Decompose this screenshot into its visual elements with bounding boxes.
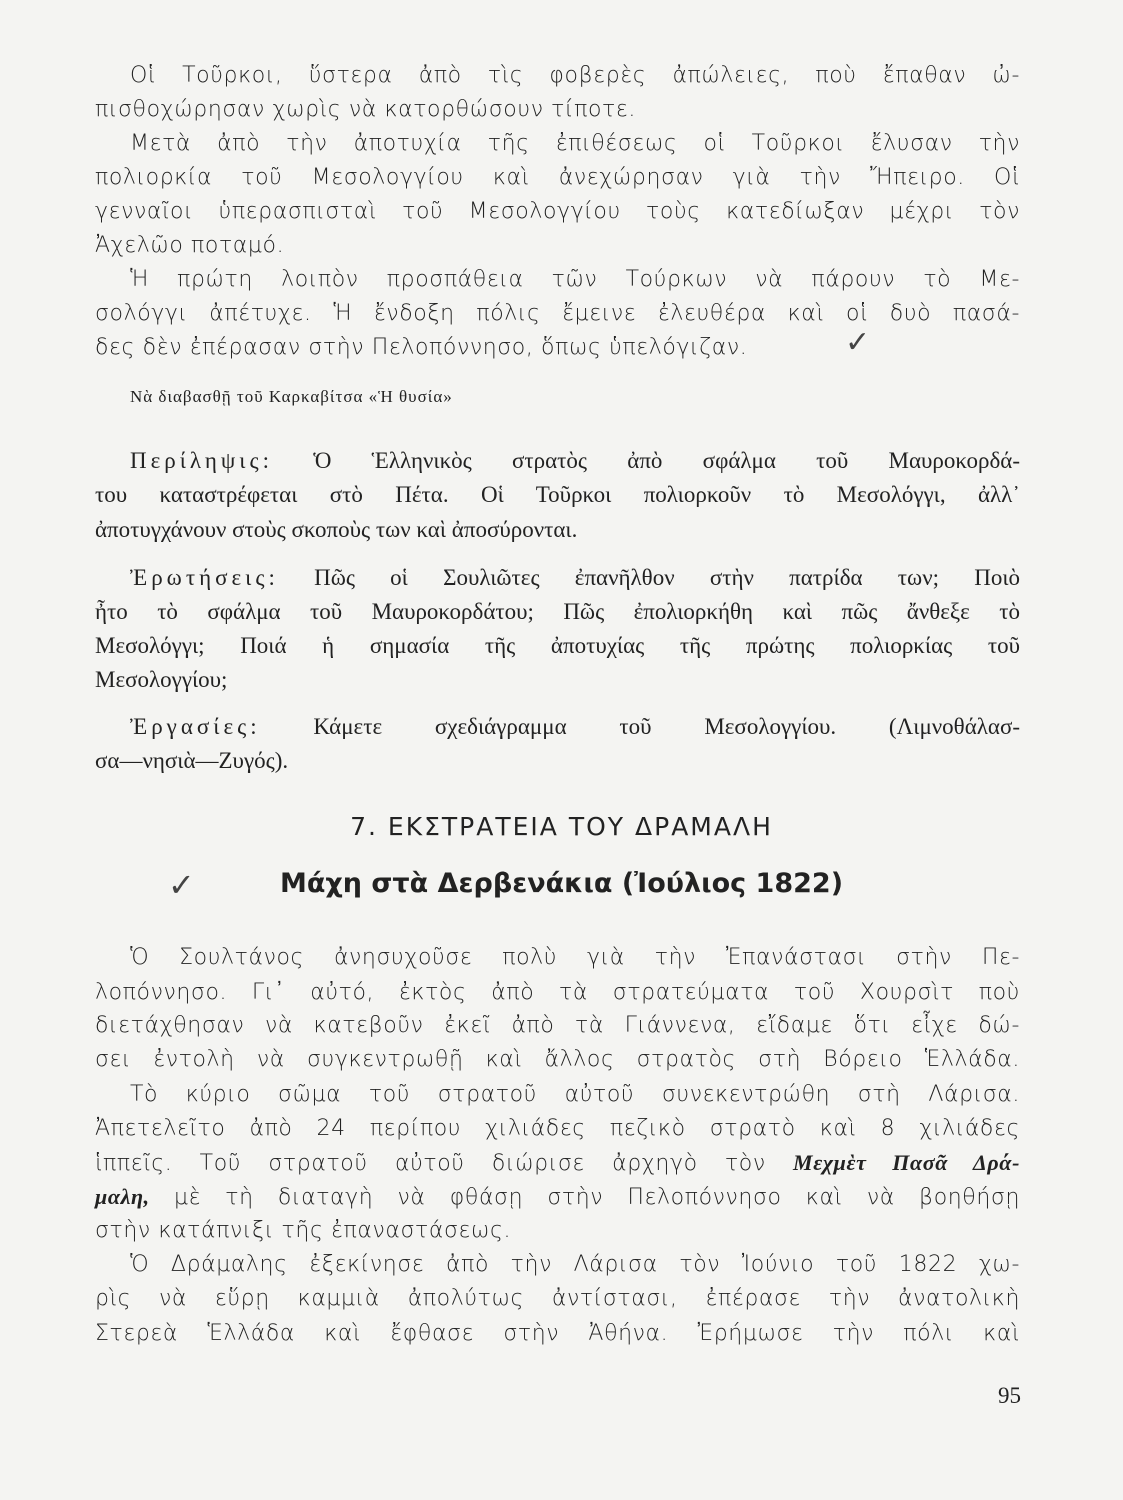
section-title: Μάχη στὰ Δερβενάκια (Ἰούλιος 1822) [279, 868, 844, 899]
text-line: Οἱ Τοῦρκοι, ὕστερα ἀπὸ τὶς φοβερὲς ἀπώλειες, ποὺ ἔπαθαν ὠ- [130, 63, 1020, 88]
tasks-text: Κάμετε σχεδιάγραμμα τοῦ Μεσολογγίου. (Λιμνοθάλασ- [313, 714, 1021, 739]
text-span: ἱππεῖς. Τοῦ στρατοῦ αὐτοῦ διώρισε ἀρχηγὸ τὸν [95, 1151, 794, 1176]
text-line: Ἀχελῶο ποταμό. [95, 233, 285, 258]
text-line: γενναῖοι ὑπερασπισταὶ τοῦ Μεσολογγίου τοὺς κατεδίωξαν μέχρι τὸν [95, 199, 1020, 224]
text-line [95, 1184, 1020, 1210]
chapter-title: 7. ΕΚΣΤΡΑΤΕΙΑ ΤΟΥ ΔΡΑΜΑΛΗ [350, 812, 773, 841]
questions-text: Πῶς οἱ Σουλιῶτες ἐπανῆλθον στὴν πατρίδα των; Ποιὸ [314, 565, 1021, 590]
tasks-line: σα—νησιὰ—Ζυγός). [95, 748, 289, 773]
text-line: Ὁ Σουλτάνος ἀνησυχοῦσε πολὺ γιὰ τὴν Ἐπανάστασι στὴν Πε- [130, 945, 1020, 970]
text-line: διετάχθησαν νὰ κατεβοῦν ἐκεῖ ἀπὸ τὰ Γιάννενα, εἴδαμε ὅτι εἶχε δώ- [95, 1013, 1020, 1038]
text-line: σει ἐντολὴ νὰ συγκεντρωθῇ καὶ ἄλλος στρατὸς στὴ Βόρειο Ἑλλάδα. [95, 1047, 1020, 1072]
text-line: στὴν κατάπνιξι τῆς ἐπαναστάσεως. [95, 1218, 512, 1243]
text-line: Στερεὰ Ἑλλάδα καὶ ἔφθασε στὴν Ἀθήνα. Ἐρήμωσε τὴν πόλι καὶ [95, 1321, 1020, 1346]
handwritten-check-mark: ✓ [845, 325, 871, 360]
summary-line: του καταστρέφεται στὸ Πέτα. Οἱ Τοῦρκοι πολιορκοῦν τὸ Μεσολόγγι, ἀλλ᾽ [95, 482, 1020, 507]
handwritten-check-mark: ✓ [168, 866, 195, 904]
questions-label: Ἐρωτήσεις: [130, 565, 279, 590]
summary-text: Ὁ Ἑλληνικὸς στρατὸς ἀπὸ σφάλμα τοῦ Μαυροκορδά- [313, 448, 1020, 473]
summary-line: ἀποτυγχάνουν στοὺς σκοποὺς των καὶ ἀποσύρονται. [95, 517, 578, 542]
questions-line: Μεσολόγγι; Ποιά ἡ σημασία τῆς ἀποτυχίας τῆς πρώτης πολιορκίας τοῦ [95, 633, 1020, 658]
text-line: Ἀπετελεῖτο ἀπὸ 24 περίπου χιλιάδες πεζικὸ στρατὸ καὶ 8 χιλιάδες [95, 1116, 1020, 1141]
text-line: πολιορκία τοῦ Μεσολογγίου καὶ ἀνεχώρησαν γιὰ τὴν Ἤπειρο. Οἱ [95, 165, 1020, 190]
text-line: Ἡ πρώτη λοιπὸν προσπάθεια τῶν Τούρκων νὰ πάρουν τὸ Με- [130, 267, 1020, 292]
tasks-label: Ἐργασίες: [130, 714, 261, 739]
name-emphasis: Μεχμὲτ Πασᾶ Δρά- [793, 1150, 1021, 1175]
text-line: δες δὲν ἐπέρασαν στὴν Πελοπόννησο, ὅπως ὑπελόγιζαν. [95, 335, 748, 360]
questions-line: Μεσολογγίου; [95, 667, 228, 692]
summary-label: Περίληψις: [130, 448, 273, 473]
text-line [95, 1150, 1020, 1176]
text-line: ρὶς νὰ εὕρῃ καμμιὰ ἀπολύτως ἀντίστασι, ἐπέρασε τὴν ἀνατολικὴ [95, 1286, 1020, 1311]
text-line: Μετὰ ἀπὸ τὴν ἀποτυχία τῆς ἐπιθέσεως οἱ Τοῦρκοι ἔλυσαν τὴν [130, 131, 1020, 156]
page-number: 95 [998, 1383, 1021, 1408]
reading-note: Νὰ διαβασθῇ τοῦ Καρκαβίτσα «Ἡ θυσία» [130, 387, 453, 406]
text-line: Ὁ Δράμαλης ἐξεκίνησε ἀπὸ τὴν Λάρισα τὸν Ἰούνιο τοῦ 1822 χω- [130, 1252, 1020, 1277]
text-line: πισθοχώρησαν χωρὶς νὰ κατορθώσουν τίποτε. [95, 97, 636, 122]
text-span: μὲ τὴ διαταγὴ νὰ φθάσῃ στὴν Πελοπόννησο καὶ νὰ βοηθήσῃ [149, 1185, 1020, 1210]
text-line: λοπόννησο. Γι᾽ αὐτό, ἐκτὸς ἀπὸ τὰ στρατεύματα τοῦ Χουρσὶτ ποὺ [95, 980, 1020, 1005]
questions-line: ἦτο τὸ σφάλμα τοῦ Μαυροκορδάτου; Πῶς ἐπολιορκήθη καὶ πῶς ἄνθεξε τὸ [95, 599, 1020, 624]
text-line: Τὸ κύριο σῶμα τοῦ στρατοῦ αὐτοῦ συνεκεντρώθη στὴ Λάρισα. [130, 1082, 1020, 1107]
name-emphasis: μαλη, [95, 1184, 150, 1209]
questions-line [130, 565, 1020, 591]
summary-line [130, 448, 1020, 474]
tasks-line [130, 714, 1020, 740]
text-line: σολόγγι ἀπέτυχε. Ἡ ἔνδοξη πόλις ἔμεινε ἐλευθέρα καὶ οἱ δυὸ πασά- [95, 301, 1020, 326]
